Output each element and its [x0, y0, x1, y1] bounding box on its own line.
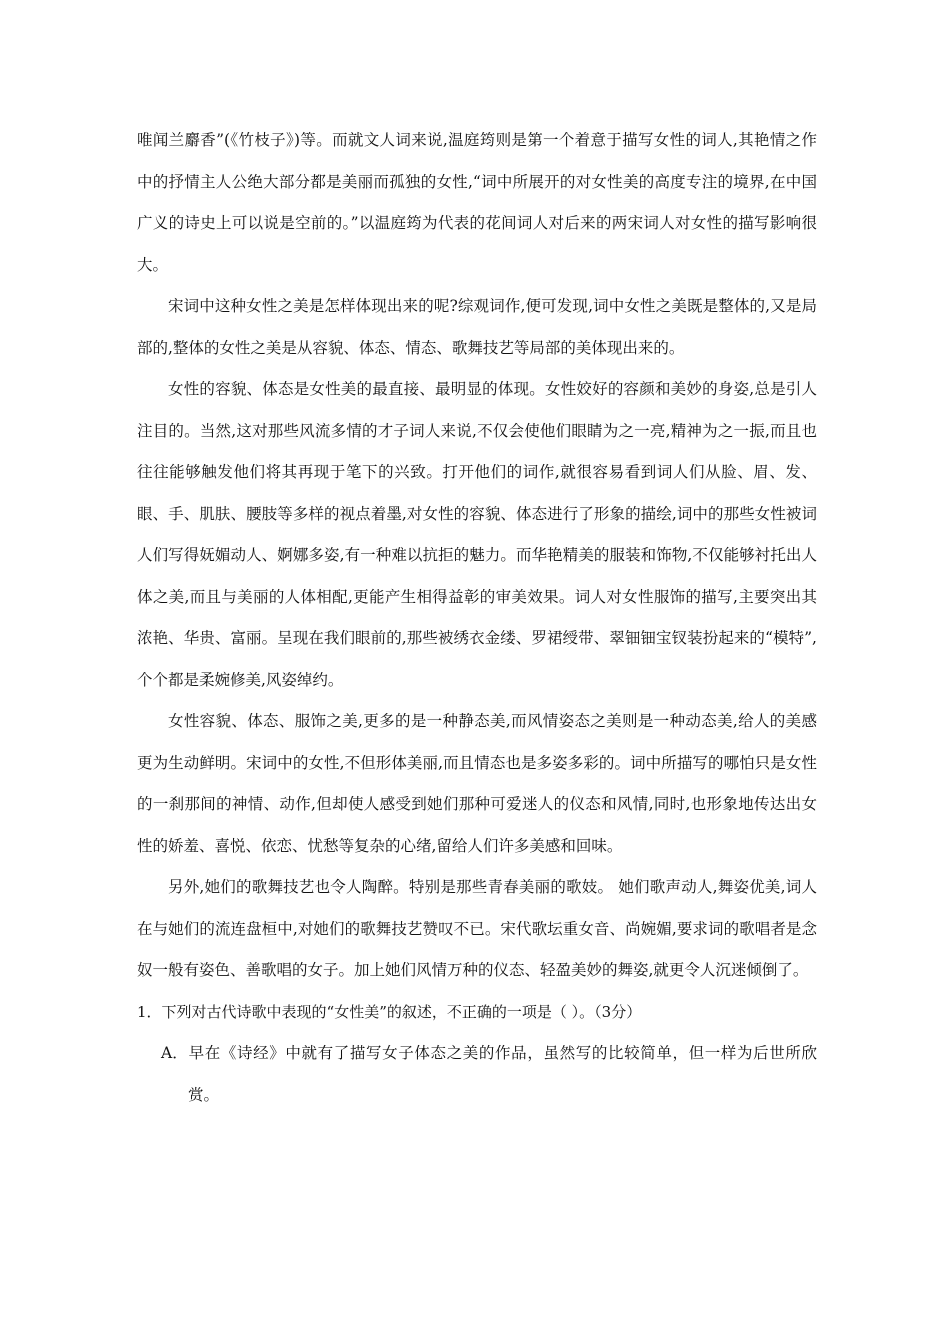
paragraph-continuation: 唯闻兰麝香”(《竹枝子》)等。而就文人词来说,温庭筠则是第一个着意于描写女性的词人,其艳情之作中的抒情主人公绝大部分都是美丽而孤独的女性,“词中所展开的对女性美的高度专注的境界,在中国广义的诗史上可以说是空前的。”以温庭筠为代表的花间词人对后来的两宋词人对女性的描写影响很大。 [137, 131, 818, 274]
paragraph-appearance: 女性的容貌、体态是女性美的最直接、最明显的体现。女性姣好的容颜和美妙的身姿,总是引人注目的。当然,这对那些风流多情的才子词人来说,不仅会使他们眼睛为之一亮,精神为之一振,而且也往往能够触发他们将其再现于笔下的兴致。打开他们的词作,就很容易看到词人们从脸、眉、发、眼、手、肌肤、腰肢等多样的视点着墨,对女性的容貌、体态进行了形象的描绘,词中的那些女性被词人们写得妩媚动人、婀娜多姿,有一种难以抗拒的魅力。而华艳精美的服装和饰物,不仅能够衬托出人体之美,而且与美丽的人体相配,更能产生相得益彰的审美效果。词人对女性服饰的描写,主要突出其浓艳、华贵、富丽。呈现在我们眼前的,那些被绣衣金缕、罗裙绶带、翠钿钿宝钗装扮起来的“模特”,个个都是柔婉修美,风姿绰约。 [137, 380, 817, 689]
question-stem: 1．下列对古代诗歌中表现的“女性美”的叙述，不正确的一项是（ ）。（3分） [137, 1002, 642, 1021]
paragraph-charm: 女性容貌、体态、服饰之美,更多的是一种静态美,而风情姿态之美则是一种动态美,给人的美感更为生动鲜明。宋词中的女性,不但形体美丽,而且情态也是多姿多彩的。词中所描写的哪怕只是女性的一刹那间的神情、动作,但却使人感受到她们那种可爱迷人的仪态和风情,同时,也形象地传达出女性的娇羞、喜悦、依恋、忧愁等复杂的心绪,留给人们许多美感和回味。 [137, 712, 817, 855]
option-a-text: 早在《诗经》中就有了描写女子体态之美的作品，虽然写的比较简单，但一样为后世所欣赏。 [188, 1044, 817, 1104]
paragraph-overview: 宋词中这种女性之美是怎样体现出来的呢?综观词作,便可发现,词中女性之美既是整体的,又是局部的,整体的女性之美是从容貌、体态、情态、歌舞技艺等局部的美体现出来的。 [137, 297, 817, 357]
question-option-a [137, 1033, 817, 1116]
option-a-label: A． [161, 1044, 188, 1062]
paragraph-singing-dancing: 另外,她们的歌舞技艺也令人陶醉。特别是那些青春美丽的歌妓。 她们歌声动人,舞姿优美,词人在与她们的流连盘桓中,对她们的歌舞技艺赞叹不已。宋代歌坛重女音、尚婉媚,要求词的歌唱者是念奴一般有姿色、善歌唱的女子。加上她们风情万种的仪态、轻盈美妙的舞姿,就更令人沉迷倾倒了。 [137, 878, 817, 979]
document-body [137, 120, 817, 1116]
